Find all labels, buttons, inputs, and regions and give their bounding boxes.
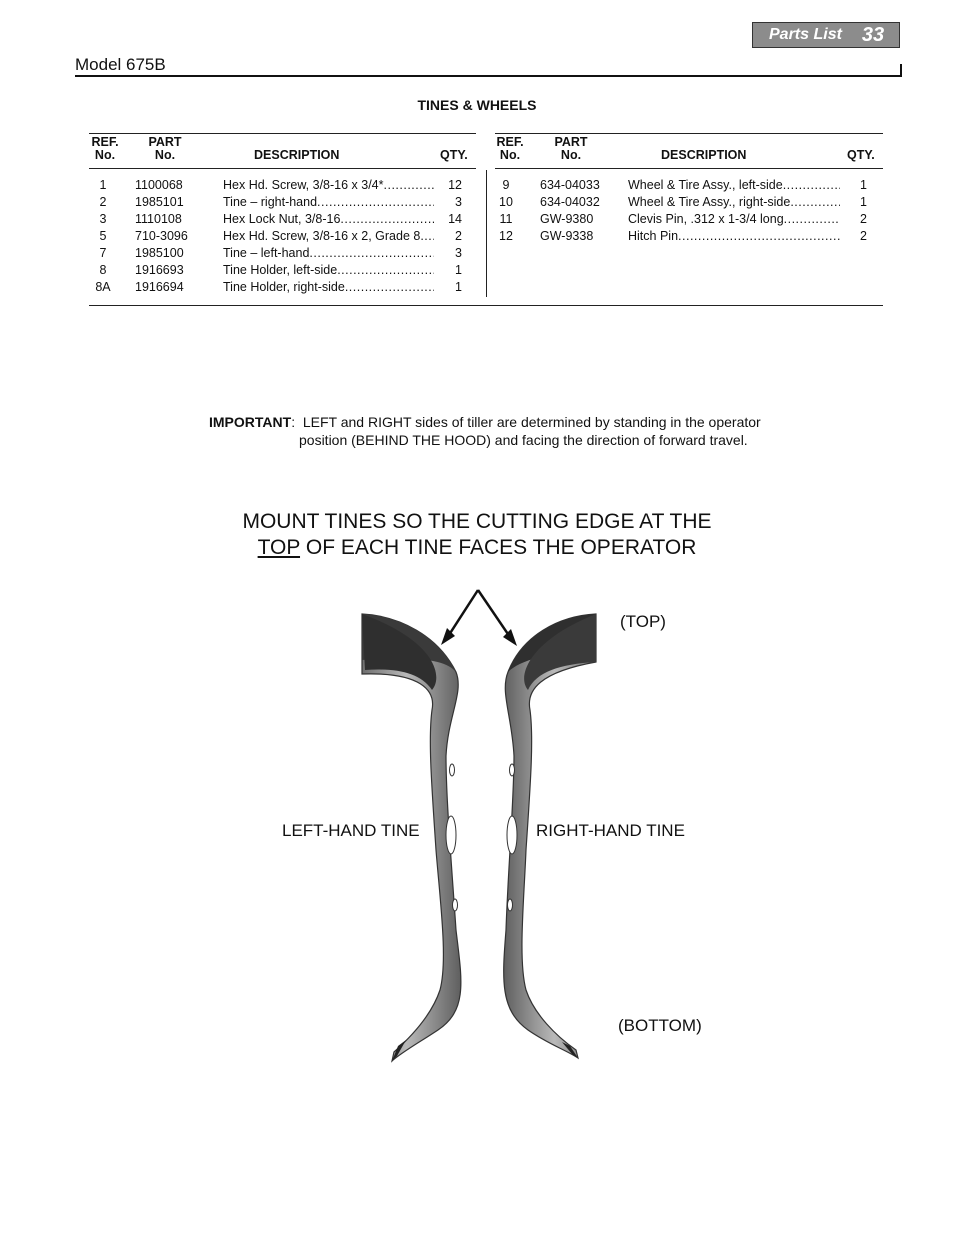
- ref-number: 3: [99, 212, 107, 226]
- part-description-text: Hex Lock Nut, 3/8-16: [223, 212, 341, 226]
- ref-number: 8: [99, 263, 107, 277]
- part-description-text: Hitch Pin: [628, 229, 679, 243]
- label-bottom: (BOTTOM): [618, 1016, 702, 1035]
- ref-number: 2: [99, 195, 107, 209]
- col-description-header-right: DESCRIPTION: [661, 148, 747, 162]
- part-description-text: Clevis Pin, .312 x 1-3/4 long: [628, 212, 784, 226]
- part-description-text: Hex Hd. Screw, 3/8-16 x 2, Grade 8: [223, 229, 421, 243]
- arrow-right: [478, 590, 512, 640]
- important-line-1: LEFT and RIGHT sides of tiller are determined by standing in the operator: [302, 414, 761, 430]
- ref-number: 11: [499, 212, 513, 226]
- quantity: 12: [448, 178, 462, 192]
- part-description-text: Tine – left-hand: [223, 246, 310, 260]
- quantity: 2: [860, 212, 867, 226]
- col-qty-header: QTY.: [440, 148, 468, 162]
- quantity: 1: [455, 280, 462, 294]
- page-number: 33: [861, 23, 885, 46]
- section-title: Parts List: [769, 26, 842, 43]
- important-line-2: position (BEHIND THE HOOD) and facing the direction of forward travel.: [299, 432, 748, 448]
- part-number: 1916694: [135, 280, 184, 294]
- model-label: Model 675B: [75, 55, 166, 74]
- col-ref-header-right: REF. No.: [496, 135, 524, 162]
- quantity: 2: [860, 229, 867, 243]
- mounting-instruction-top-word: TOP: [257, 536, 301, 559]
- quantity: 14: [448, 212, 462, 226]
- col-part-header: PART No.: [148, 135, 182, 162]
- mounting-instruction-line-2: OF EACH TINE FACES THE OPERATOR: [300, 536, 697, 559]
- ref-number: 5: [99, 229, 107, 243]
- important-label: IMPORTANT: [209, 414, 292, 430]
- quantity: 2: [455, 229, 462, 243]
- left-hand-tine: [362, 614, 461, 1061]
- quantity: 1: [860, 178, 867, 192]
- part-number: 710-3096: [135, 229, 188, 243]
- part-description-text: Tine Holder, right-side: [223, 280, 345, 294]
- mounting-instruction-line-1: MOUNT TINES SO THE CUTTING EDGE AT THE: [242, 510, 712, 533]
- right-hand-tine: [504, 614, 596, 1058]
- col-part-header-right: PART No.: [554, 135, 588, 162]
- part-description-text: Tine Holder, left-side: [223, 263, 338, 277]
- label-left-hand-tine: LEFT-HAND TINE: [282, 821, 420, 840]
- section-title-tines-wheels: TINES & WHEELS: [417, 97, 537, 113]
- col-description-header: DESCRIPTION: [254, 148, 340, 162]
- label-top: (TOP): [620, 612, 666, 631]
- part-number: 1985101: [135, 195, 184, 209]
- part-number: GW-9338: [540, 229, 594, 243]
- part-number: 1100068: [135, 178, 183, 192]
- col-ref-header: REF. No.: [91, 135, 119, 162]
- part-number: 1985100: [135, 246, 184, 260]
- important-note: IMPORTANT: LEFT and RIGHT sides of tiller are determined by standing in the operator position (BEHIND THE HOOD) and facing the direction of forward travel.: [209, 414, 761, 448]
- ref-number: 7: [99, 246, 107, 260]
- part-number: 634-04033: [540, 178, 600, 192]
- part-description-text: Tine – right-hand: [223, 195, 318, 209]
- quantity: 1: [455, 263, 462, 277]
- ref-number: 12: [499, 229, 513, 243]
- col-qty-header-right: QTY.: [847, 148, 875, 162]
- ref-number: 10: [499, 195, 513, 209]
- part-number: 1110108: [135, 212, 182, 226]
- quantity: 1: [860, 195, 867, 209]
- ref-number: 1: [99, 178, 107, 192]
- part-number: 1916693: [135, 263, 184, 277]
- arrow-left: [447, 590, 478, 638]
- quantity: 3: [455, 195, 462, 209]
- ref-number: 9: [502, 178, 510, 192]
- ref-number: 8A: [95, 280, 111, 294]
- part-description-text: Wheel & Tire Assy., right-side: [628, 195, 791, 209]
- part-description-text: Hex Hd. Screw, 3/8-16 x 3/4*: [223, 178, 384, 192]
- quantity: 3: [455, 246, 462, 260]
- arrows: [447, 590, 512, 640]
- part-number: GW-9380: [540, 212, 594, 226]
- part-number: 634-04032: [540, 195, 600, 209]
- label-right-hand-tine: RIGHT-HAND TINE: [536, 821, 685, 840]
- part-description-text: Wheel & Tire Assy., left-side: [628, 178, 783, 192]
